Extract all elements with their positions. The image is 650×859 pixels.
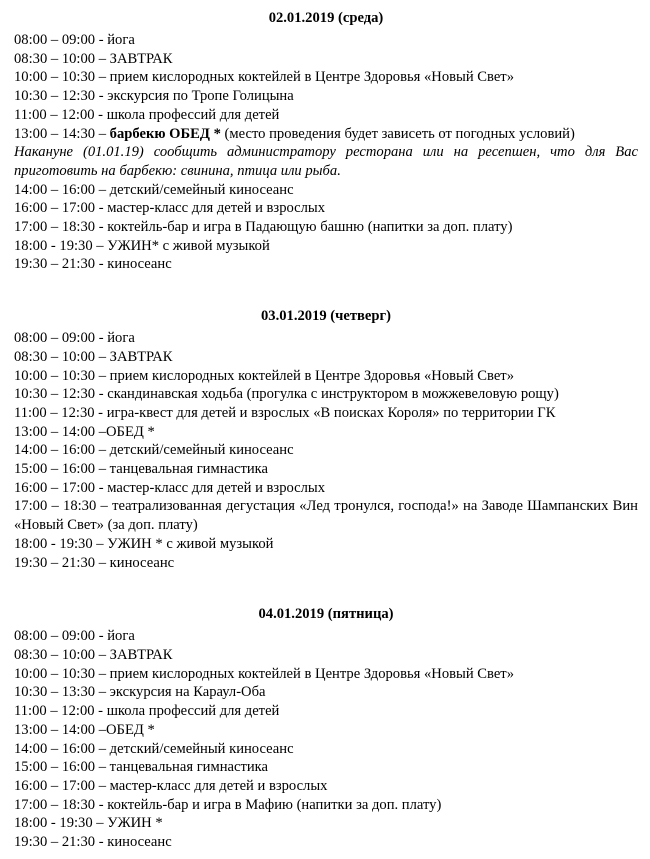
schedule-item-bbq [14, 125, 638, 144]
schedule-item: 13:00 – 14:00 –ОБЕД * [14, 423, 155, 440]
schedule-item: 18:00 - 19:30 – УЖИН * [14, 815, 163, 832]
schedule-item: 08:30 – 10:00 – ЗАВТРАК [14, 50, 173, 67]
schedule-item: 10:00 – 10:30 – прием кислородных коктейлей в Центре Здоровья «Новый Свет» [14, 367, 514, 384]
day-date: 03.01.2019 (четверг) [260, 308, 392, 325]
schedule-item: 16:00 – 17:00 - мастер-класс для детей и взрослых [14, 479, 326, 496]
schedule-item: 11:00 – 12:00 - школа профессий для детей [14, 703, 280, 720]
schedule-item: 14:00 – 16:00 – детский/семейный киносеанс [14, 181, 294, 198]
schedule-item: 18:00 - 19:30 – УЖИН* с живой музыкой [14, 237, 270, 254]
schedule-item: 13:00 – 14:00 –ОБЕД * [14, 721, 155, 738]
schedule-item: 17:00 – 18:30 - коктейль-бар и игра в Мафию (напитки за доп. плату) [14, 796, 442, 813]
day-section-1 [14, 307, 638, 572]
schedule-item: 08:00 – 09:00 - йога [14, 628, 135, 645]
schedule-item: 10:30 – 12:30 - экскурсия по Тропе Голицына [14, 88, 294, 105]
bbq-lunch-label: барбекю ОБЕД * [109, 125, 221, 142]
day-date: 02.01.2019 (среда) [268, 10, 384, 26]
bbq-note: (место проведения будет зависеть от погодных условий) [220, 125, 575, 142]
day-section-2 [14, 605, 638, 851]
schedule-item: 08:30 – 10:00 – ЗАВТРАК [14, 646, 173, 663]
schedule-item: 10:30 – 12:30 - скандинавская ходьба (прогулка с инструктором в можжевеловую рощу) [14, 386, 559, 403]
schedule-item: 15:00 – 16:00 – танцевальная гимнастика [14, 461, 269, 478]
schedule-item: 19:30 – 21:30 - киносеанс [14, 834, 172, 851]
schedule-item-tasting: 17:00 – 18:30 – театрализованная дегустация «Лед тронулся, господа!» на Заводе Шампанских Вин «Новый Свет» (за доп. плату) [14, 498, 638, 534]
schedule-item: 14:00 – 16:00 – детский/семейный киносеанс [14, 442, 294, 459]
schedule-item: 11:00 – 12:30 - игра-квест для детей и взрослых «В поисках Короля» по территории ГК [14, 404, 556, 421]
schedule-item: 10:30 – 13:30 – экскурсия на Караул-Оба [14, 684, 266, 701]
schedule-item: 18:00 - 19:30 – УЖИН * с живой музыкой [14, 535, 274, 552]
day-section-0 [14, 9, 638, 274]
schedule-item: 19:30 – 21:30 – киносеанс [14, 554, 175, 571]
schedule-item: 19:30 – 21:30 - киносеанс [14, 256, 172, 273]
schedule-item: 17:00 – 18:30 - коктейль-бар и игра в Падающую башню (напитки за доп. плату) [14, 219, 513, 236]
schedule-item: 08:30 – 10:00 – ЗАВТРАК [14, 348, 173, 365]
schedule-item: 16:00 – 17:00 - мастер-класс для детей и взрослых [14, 200, 326, 217]
day-date: 04.01.2019 (пятница) [258, 606, 394, 623]
schedule-item: 16:00 – 17:00 – мастер-класс для детей и взрослых [14, 777, 328, 794]
bbq-time: 13:00 – 14:30 – [14, 125, 110, 142]
schedule-item: 08:00 – 09:00 - йога [14, 330, 135, 347]
bbq-instruction-note: Накануне (01.01.19) сообщить администратору ресторана или на ресепшен, что для Вас приготовить на барбекю: свинина, птица или рыба. [14, 144, 638, 179]
schedule-item: 08:00 – 09:00 - йога [14, 32, 135, 48]
schedule-item: 14:00 – 16:00 – детский/семейный киносеанс [14, 740, 294, 757]
schedule-item: 10:00 – 10:30 – прием кислородных коктейлей в Центре Здоровья «Новый Свет» [14, 69, 514, 86]
schedule-item: 15:00 – 16:00 – танцевальная гимнастика [14, 759, 269, 776]
schedule-item: 10:00 – 10:30 – прием кислородных коктейлей в Центре Здоровья «Новый Свет» [14, 665, 514, 682]
schedule-item: 11:00 – 12:00 - школа профессий для детей [14, 106, 280, 123]
